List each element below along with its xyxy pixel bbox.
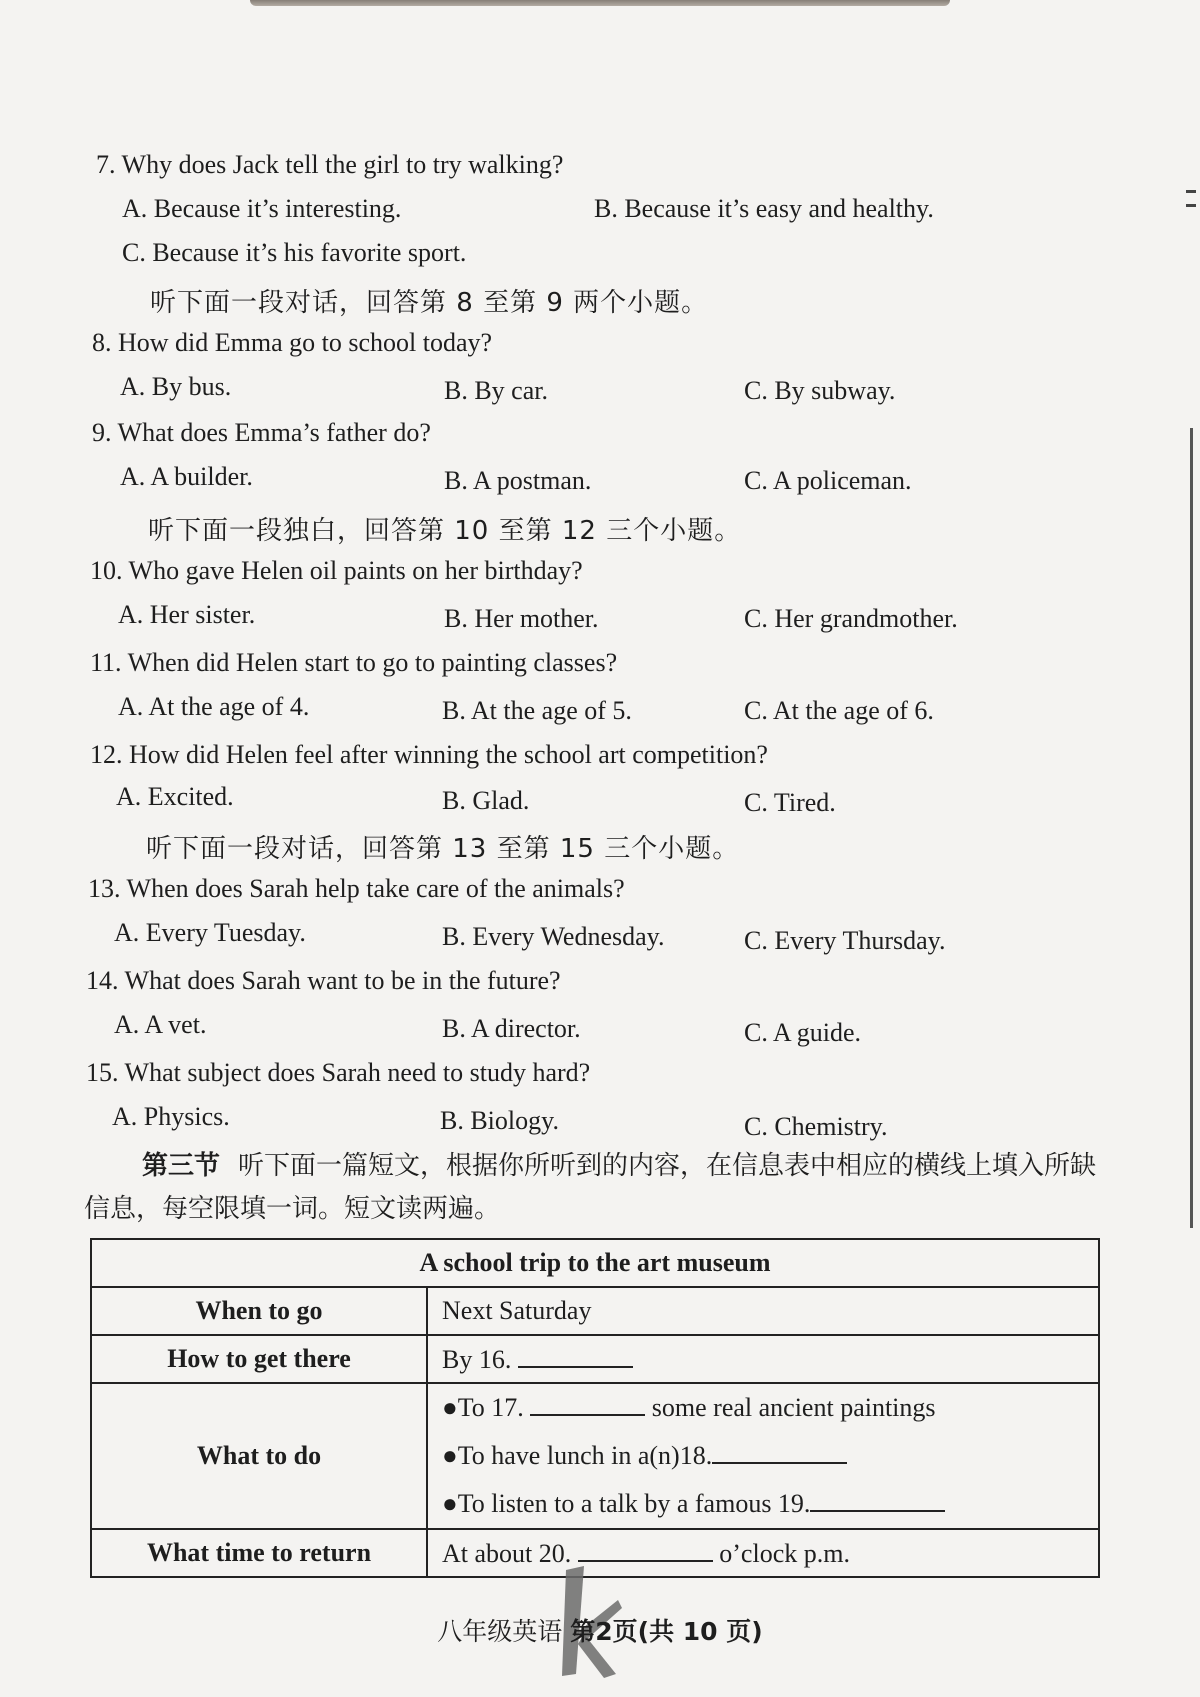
blank-17[interactable] (530, 1392, 645, 1416)
question-8-option-a: A. By bus. (120, 372, 232, 401)
blank-19-prefix: ●To listen to a talk by a famous 19. (442, 1489, 811, 1518)
question-13-stem: 13. When does Sarah help take care of the animals? (88, 874, 625, 903)
blank-16[interactable] (518, 1344, 633, 1368)
activity-item (442, 1384, 1084, 1432)
question-9-option-c: C. A policeman. (744, 466, 912, 495)
blank-20-prefix: At about 20. (442, 1538, 572, 1568)
question-7-option-b: B. Because it’s easy and healthy. (594, 194, 934, 223)
row-value-what (427, 1383, 1099, 1529)
question-13-option-a: A. Every Tuesday. (114, 918, 306, 947)
question-12-stem: 12. How did Helen feel after winning the school art competition? (90, 740, 768, 769)
section-3-instruction (84, 1145, 1104, 1231)
instruction-q8-9: 听下面一段对话，回答第 8 至第 9 两个小题。 (150, 288, 709, 318)
question-9-option-a: A. A builder. (120, 462, 253, 491)
question-8-stem: 8. How did Emma go to school today? (92, 328, 493, 357)
question-13-option-b: B. Every Wednesday. (442, 922, 665, 951)
instruction-q13-15: 听下面一段对话，回答第 13 至第 15 三个小题。 (146, 834, 740, 864)
question-11-option-a: A. At the age of 4. (118, 692, 310, 721)
question-7-option-c: C. Because it’s his favorite sport. (122, 238, 467, 267)
question-14-option-a: A. A vet. (114, 1010, 207, 1039)
blank-17-suffix: some real ancient paintings (651, 1393, 936, 1422)
question-14-option-c: C. A guide. (744, 1018, 862, 1047)
question-8-option-c: C. By subway. (744, 376, 896, 405)
question-15-stem: 15. What subject does Sarah need to study hard? (86, 1058, 591, 1087)
question-10-option-a: A. Her sister. (118, 600, 256, 629)
margin-mark (1186, 190, 1196, 193)
margin-mark (1186, 204, 1196, 207)
question-11-option-b: B. At the age of 5. (442, 696, 632, 725)
question-7-option-a: A. Because it’s interesting. (122, 194, 402, 223)
footer-subject: 八年级英语 (437, 1617, 563, 1646)
question-15-option-b: B. Biology. (440, 1106, 559, 1135)
section-3-text: 听下面一篇短文，根据你所听到的内容，在信息表中相应的横线上填入所缺信息，每空限填一词。短文读两遍。 (84, 1151, 1097, 1224)
section-3-title: 第三节 (142, 1151, 221, 1181)
blank-18[interactable] (712, 1440, 847, 1464)
question-12-option-a: A. Excited. (116, 782, 234, 811)
question-12-option-c: C. Tired. (744, 788, 836, 817)
question-10-option-c: C. Her grandmother. (744, 604, 958, 633)
page-footer (0, 1612, 1200, 1648)
question-9-option-b: B. A postman. (444, 466, 592, 495)
question-15-option-a: A. Physics. (112, 1102, 230, 1131)
margin-rule (1190, 428, 1193, 1228)
row-value-when: Next Saturday (427, 1287, 1099, 1335)
row-label-what: What to do (91, 1383, 427, 1529)
row-label-how: How to get there (91, 1335, 427, 1383)
question-13-option-c: C. Every Thursday. (744, 926, 946, 955)
question-10-option-b: B. Her mother. (444, 604, 599, 633)
blank-17-prefix: ●To 17. (442, 1393, 524, 1422)
question-10-stem: 10. Who gave Helen oil paints on her birthday? (90, 556, 583, 585)
question-14-stem: 14. What does Sarah want to be in the future? (86, 966, 561, 995)
info-table (90, 1238, 1100, 1578)
question-12-option-b: B. Glad. (442, 786, 530, 815)
footer-page-number: 第2页(共 10 页) (570, 1617, 763, 1646)
question-8-option-b: B. By car. (444, 376, 548, 405)
question-14-option-b: B. A director. (442, 1014, 581, 1043)
blank-20[interactable] (578, 1538, 713, 1562)
instruction-q10-12: 听下面一段独白，回答第 10 至第 12 三个小题。 (148, 516, 742, 546)
row-value-return (427, 1529, 1099, 1577)
blank-16-prefix: By 16. (442, 1344, 512, 1374)
question-9-stem: 9. What does Emma’s father do? (92, 418, 431, 447)
activity-item (442, 1432, 1084, 1480)
row-value-how (427, 1335, 1099, 1383)
row-label-when: When to go (91, 1287, 427, 1335)
activity-item (442, 1480, 1084, 1528)
question-11-stem: 11. When did Helen start to go to painting classes? (90, 648, 618, 677)
question-7-stem: 7. Why does Jack tell the girl to try walking? (96, 150, 564, 179)
question-15-option-c: C. Chemistry. (744, 1112, 888, 1141)
blank-18-prefix: ●To have lunch in a(n)18. (442, 1441, 713, 1470)
blank-20-suffix: o’clock p.m. (719, 1538, 850, 1568)
question-11-option-c: C. At the age of 6. (744, 696, 934, 725)
row-label-return: What time to return (91, 1529, 427, 1577)
blank-19[interactable] (810, 1488, 945, 1512)
info-table-title: A school trip to the art museum (91, 1239, 1099, 1287)
